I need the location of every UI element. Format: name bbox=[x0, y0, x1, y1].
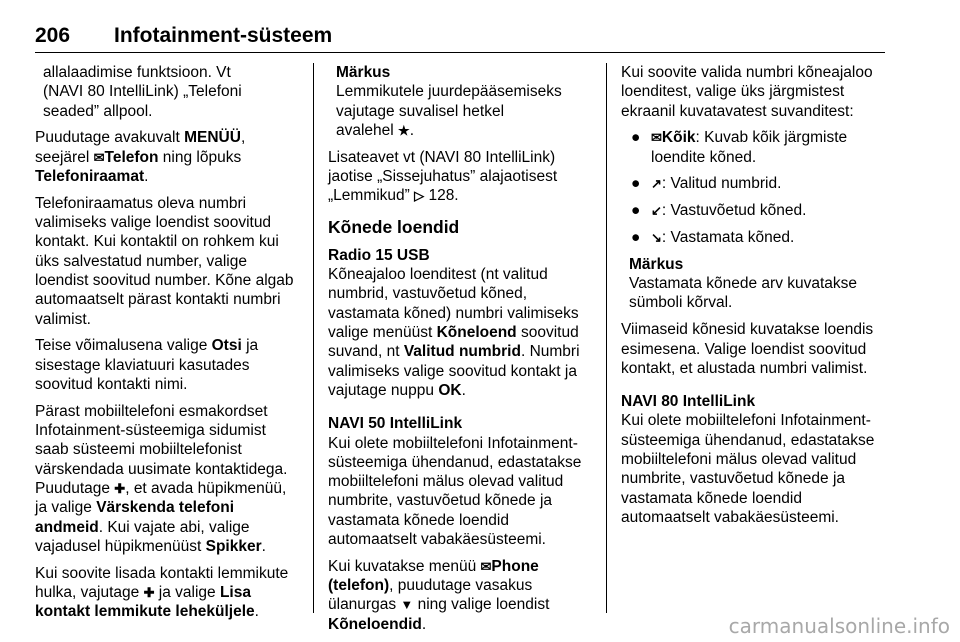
note-title: Märkus bbox=[336, 64, 391, 81]
phone-icon: ✉ bbox=[480, 558, 492, 574]
dialled-calls-icon: ↗ bbox=[651, 176, 662, 192]
paragraph: Telefoniraamatus oleva numbri valimiseks valige loendist soovitud kontakt. Kui kontaktil on rohkem kui üks salvestatud number, valige loendist soovitud number. Kõne algab automaatselt pärast kontakti numbri valimist. bbox=[35, 194, 294, 328]
page-number: 206 bbox=[35, 24, 71, 47]
column-right bbox=[621, 63, 887, 535]
phone-icon: ✉ bbox=[93, 149, 105, 165]
paragraph: Kui soovite valida numbri kõneajaloo loenditest, valige üks järgmistest ekraanil kuvatavatest suvanditest: bbox=[621, 64, 873, 120]
note-box: Märkus Lemmikutele juurdepääsemiseks vajutage suvalisel hetkel avalehel ★. bbox=[328, 63, 596, 140]
paragraph: NAVI 80 IntelliLink Kui olete mobiiltelefoni Infotainment- süsteemiga ühendanud, edastatakse mobiiltelefoni mälus olevad valitud numbrite, vastuvõetud kõnede ja vastamata kõnede loendid automaatselt vabakäesüsteemi. bbox=[621, 392, 887, 527]
paragraph: NAVI 50 IntelliLink Kui olete mobiiltelefoni Infotainment- süsteemiga ühendanud, edastatakse mobiiltelefoni mälus olevad valitud numbrite, vastuvõetud kõnede ja vastamata kõnede loendid automaatselt vabakäesüsteemi. bbox=[328, 414, 596, 549]
column-divider bbox=[606, 63, 607, 613]
text-line: seaded” allpool. bbox=[43, 102, 153, 120]
paragraph bbox=[35, 63, 303, 121]
list-item: ● ↗: Valitud numbrid. bbox=[631, 175, 782, 193]
text-line: (NAVI 80 IntelliLink) „Telefoni bbox=[43, 83, 242, 101]
text-line: allalaadimise funktsioon. Vt bbox=[43, 64, 231, 81]
note-title: Märkus bbox=[629, 255, 684, 273]
reference-arrow-icon: ▷ bbox=[414, 188, 425, 204]
star-icon: ★ bbox=[398, 122, 410, 138]
subheading: NAVI 80 IntelliLink bbox=[621, 393, 756, 411]
received-calls-icon: ↙ bbox=[651, 203, 662, 219]
missed-calls-icon: ↘ bbox=[651, 230, 662, 246]
list-item: ● ↙: Vastuvõetud kõned. bbox=[631, 202, 807, 220]
subheading: Radio 15 USB bbox=[328, 246, 430, 264]
page-header bbox=[35, 22, 885, 53]
plus-icon: ✚ bbox=[114, 480, 126, 496]
section-heading: Kõnede loendid bbox=[328, 216, 460, 237]
paragraph: Teise võimalusena valige Otsi ja sisestage klaviatuuri kasutades soovitud kontakti nimi. bbox=[35, 337, 259, 393]
list-item: ● ✉Kõik: Kuvab kõik järgmiste loendite kõned. bbox=[631, 129, 848, 166]
paragraph: Pärast mobiiltelefoni esmakordset Infotainment-süsteemiga sidumist saab süsteemi mobiiltelefonist värskendada uusimate kontaktidega. Puudutage ✚, et avada hüpikmenüü, ja valige Värskenda telefoni andmeid. Kui vajate abi, valige vajadusel hüpikmenüüst Spikker. bbox=[35, 402, 288, 555]
plus-icon: ✚ bbox=[143, 584, 155, 600]
note-box: Märkus Vastamata kõnede arv kuvatakse sümboli kõrval. bbox=[621, 255, 887, 313]
paragraph: Viimaseid kõnesid kuvatakse loendis esimesena. Valige loendist soovitud kontakt, et alustada numbri valimist. bbox=[621, 321, 874, 377]
column-middle bbox=[328, 63, 596, 642]
subheading: NAVI 50 IntelliLink bbox=[328, 415, 463, 433]
dropdown-triangle-icon: ▼ bbox=[400, 597, 414, 613]
watermark: carmanualsonline.info bbox=[728, 614, 950, 638]
chapter-title: Infotainment-süsteem bbox=[114, 24, 333, 47]
column-left bbox=[35, 63, 303, 629]
phone-icon: ✉ bbox=[651, 130, 662, 146]
paragraph: Kui kuvatakse menüü ✉Phone (telefon), puudutage vasakus ülanurgas ▼ ning valige loendist Kõneloendid. bbox=[328, 557, 550, 633]
paragraph: Kui soovite lisada kontakti lemmikute hulka, vajutage ✚ ja valige Lisa kontakt lemmikute leheküljele. bbox=[35, 564, 289, 621]
paragraph: Lisateavet vt (NAVI 80 IntelliLink) jaotise „Sissejuhatus” alajaotisest „Lemmikud” ▷ 128. bbox=[328, 148, 558, 205]
column-divider bbox=[313, 63, 314, 613]
paragraph: Radio 15 USB Kõneajaloo loenditest (nt valitud numbrid, vastuvõetud kõned, vastamata kõned) numbri valimiseks valige menüüst Kõneloend soovitud suvand, nt Valitud numbrid. Numbri valimiseks valige soovitud kontakt ja vajutage nuppu OK. bbox=[328, 246, 596, 400]
paragraph: Puudutage avakuvalt MENÜÜ, seejärel ✉Telefon ning lõpuks Telefoniraamat. bbox=[35, 129, 246, 185]
list-item: ● ↘: Vastamata kõned. bbox=[631, 229, 795, 247]
